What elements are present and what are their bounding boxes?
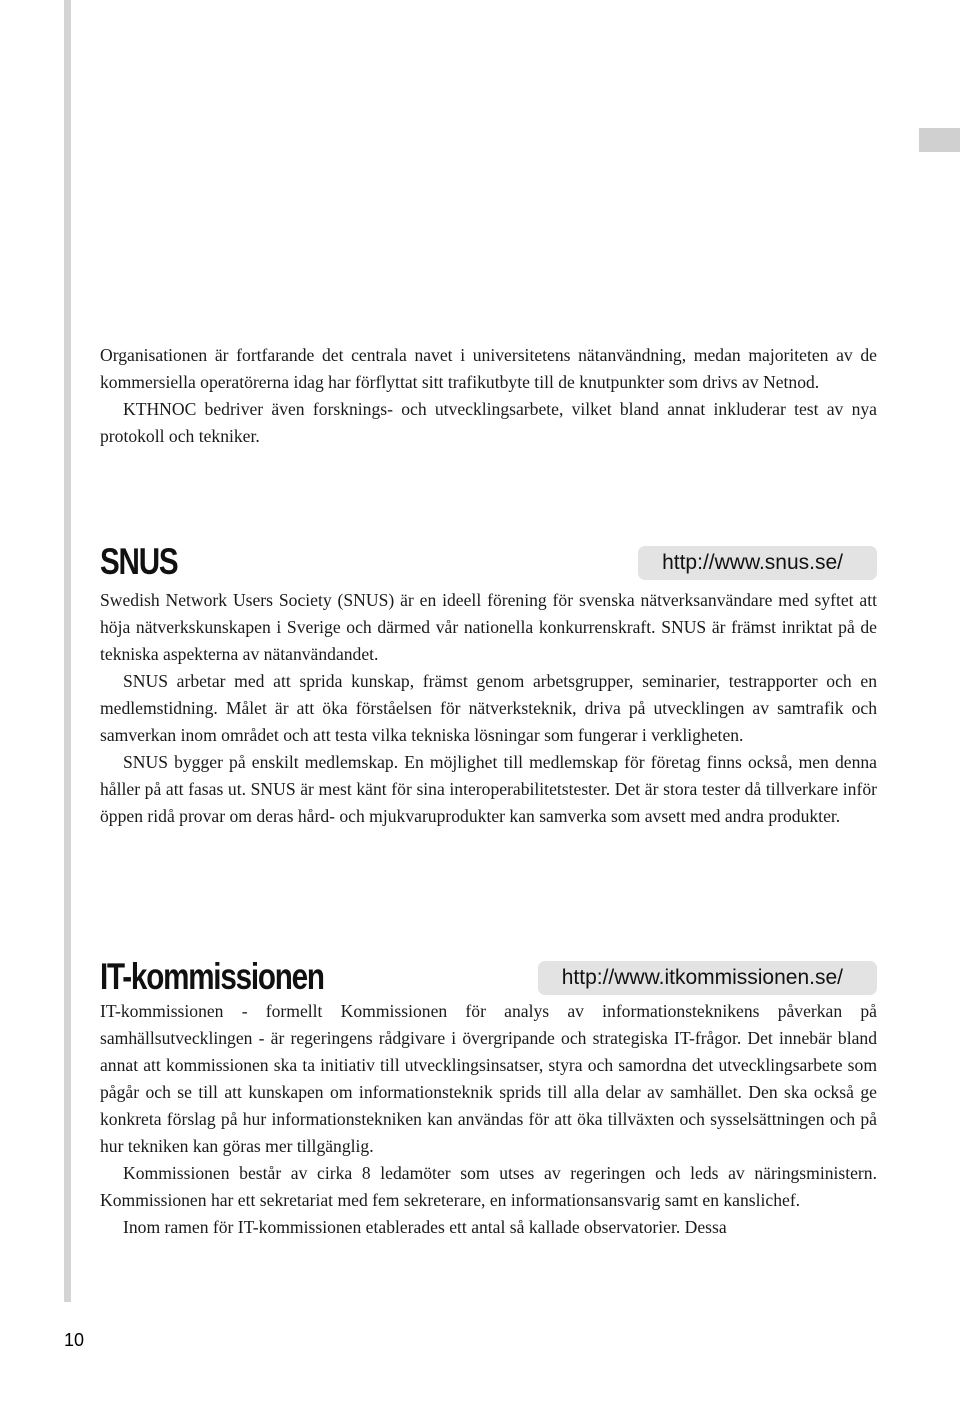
itk-heading: IT-kommissionen: [100, 956, 324, 997]
itk-paragraph-2: Kommissionen består av cirka 8 ledamöter som utses av regeringen och leds av näringsministern. Kommissionen har ett sekretariat med fem sekreterare, en informationsansvarig samt en kanslichef.: [100, 1163, 877, 1210]
itk-paragraph-3: Inom ramen för IT-kommissionen etablerades ett antal så kallade observatorier. Dessa: [123, 1217, 727, 1237]
snus-body: [100, 587, 877, 830]
snus-heading: SNUS: [100, 541, 178, 582]
snus-section-header: [100, 540, 877, 580]
itk-section-header: [100, 955, 877, 995]
snus-paragraph-2: SNUS arbetar med att sprida kunskap, främst genom arbetsgrupper, seminarier, testrapporter och en medlemstidning. Målet är att öka förståelsen för nätverksteknik, driva på utvecklingen av samtrafik och samverkan inom området och att testa vilka tekniska lösningar som fungerar i verkligheten.: [100, 671, 877, 745]
snus-paragraph-3: SNUS bygger på enskilt medlemskap. En möjlighet till medlemskap för företag finns också, men denna håller på att fasas ut. SNUS är mest känt för sina interoperabilitetstester. Det är stora tester då tillverkare inför öppen ridå provar om deras hård- och mjukvaruprodukter kan samverka som avsett med andra produkter.: [100, 752, 877, 826]
margin-bar: [64, 0, 71, 1302]
thumb-tab-marker: [919, 128, 960, 152]
intro-paragraph-1: Organisationen är fortfarande det centrala navet i universitetens nätanvändning, medan majoriteten av de kommersiella operatörerna idag har förflyttat sitt trafikutbyte till de knutpunkter som drivs av Netnod.: [100, 345, 877, 392]
itk-url-badge[interactable]: http://www.itkommissionen.se/: [538, 961, 877, 995]
intro-text: [100, 342, 877, 450]
intro-paragraph-2: KTHNOC bedriver även forsknings- och utvecklingsarbete, vilket bland annat inkluderar test av nya protokoll och tekniker.: [100, 399, 877, 446]
itk-paragraph-1: IT-kommissionen - formellt Kommissionen för analys av informationsteknikens påverkan på samhällsutvecklingen - är regeringens rådgivare i övergripande och strategiska IT-frågor. Det innebär bland annat att kommissionen ska ta initiativ till utvecklingsinsatser, styra och samordna det utvecklingsarbete som pågår och se till att kunskapen om informationsteknik sprids till alla delar av samhället. Den ska också ge konkreta förslag på hur informationstekniken kan användas för att öka tillväxten och sysselsättningen och på hur tekniken kan göras mer tillgänglig.: [100, 1001, 877, 1156]
snus-url-badge[interactable]: http://www.snus.se/: [638, 546, 877, 580]
snus-paragraph-1: Swedish Network Users Society (SNUS) är en ideell förening för svenska nätverksanvändare med syftet att höja nätverkskunskapen i Sverige och därmed vår nationella konkurrenskraft. SNUS är främst inriktat på de tekniska aspekterna av nätanvändandet.: [100, 590, 877, 664]
itk-body: [100, 998, 877, 1241]
page-number: 10: [64, 1330, 85, 1350]
